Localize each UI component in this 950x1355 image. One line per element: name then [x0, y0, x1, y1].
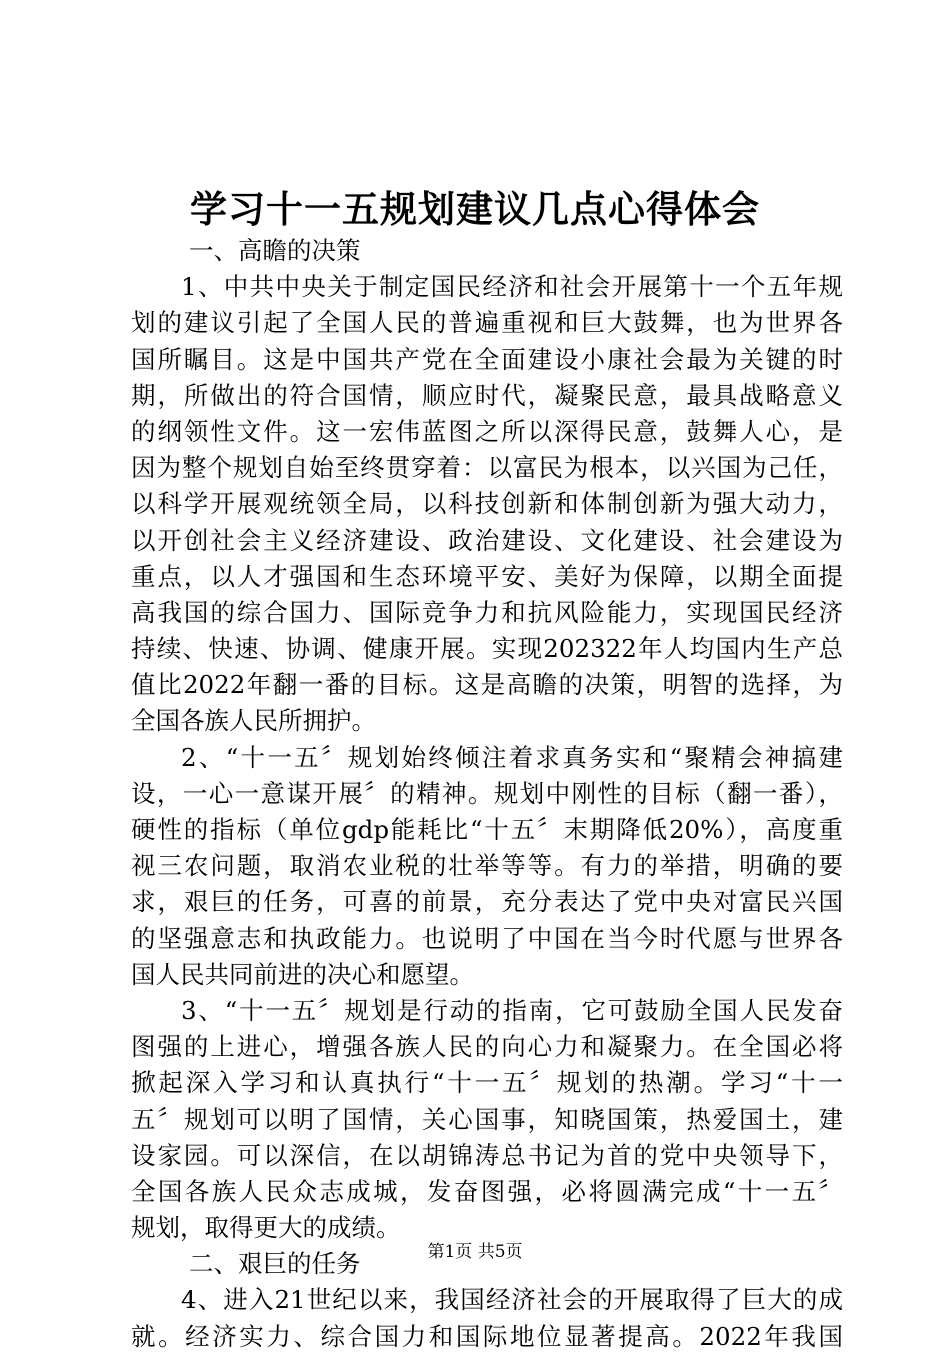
- paragraph-line: 以科学开展观统领全局，以科技创新和体制创新为强大动力，: [131, 489, 843, 519]
- paragraph-line: 设家园。可以深信，在以胡锦涛总书记为首的党中央领导下，: [131, 1140, 843, 1170]
- paragraph-line: 高我国的综合国力、国际竞争力和抗风险能力，实现国民经济: [131, 597, 843, 627]
- paragraph-line: 全国各族人民众志成城，发奋图强，必将圆满完成“十一五〞: [131, 1176, 843, 1206]
- paragraph-line: 设，一心一意谋开展〞的精神。规划中刚性的目标（翻一番），: [131, 778, 843, 808]
- section-heading: 二、艰巨的任务: [189, 1249, 361, 1279]
- paragraph-line: 以开创社会主义经济建设、政治建设、文化建设、社会建设为: [131, 525, 843, 555]
- paragraph-line: 全国各族人民所拥护。: [131, 706, 376, 736]
- paragraph-line: 持续、快速、协调、健康开展。实现202322年人均国内生产总: [131, 634, 843, 664]
- paragraph-line: 掀起深入学习和认真执行“十一五〞规划的热潮。学习“十一: [131, 1068, 843, 1098]
- paragraph-line: 规划，取得更大的成绩。: [131, 1213, 401, 1243]
- paragraph-line: 硬性的指标（单位gdp能耗比“十五〞末期降低20%），高度重: [131, 815, 843, 844]
- section-heading: 一、高瞻的决策: [189, 236, 361, 265]
- paragraph-line: 4、进入21世纪以来，我国经济社会的开展取得了巨大的成: [181, 1285, 843, 1315]
- paragraph-line: 求，艰巨的任务，可喜的前景，充分表达了党中央对富民兴国: [131, 887, 843, 917]
- paragraph-line: 的纲领性文件。这一宏伟蓝图之所以深得民意，鼓舞人心，是: [131, 416, 843, 446]
- paragraph-line: 国人民共同前进的决心和愿望。: [131, 959, 474, 989]
- document-body: [131, 233, 843, 1355]
- paragraph-line: 重点，以人才强国和生态环境平安、美好为保障，以期全面提: [131, 561, 843, 591]
- paragraph-line: 就。经济实力、综合国力和国际地位显著提高。2022年我国: [131, 1321, 843, 1351]
- paragraph-line: 3、“十一五〞规划是行动的指南，它可鼓励全国人民发奋: [181, 995, 843, 1025]
- paragraph-line: 的坚强意志和执政能力。也说明了中国在当今时代愿与世界各: [131, 923, 843, 953]
- document-title: 学习十一五规划建议几点心得体会: [190, 187, 760, 231]
- paragraph-line: 图强的上进心，增强各族人民的向心力和凝聚力。在全国必将: [131, 1032, 843, 1062]
- paragraph-line: 五〞规划可以明了国情，关心国事，知晓国策，热爱国土，建: [131, 1104, 843, 1134]
- paragraph-line: 1、中共中央关于制定国民经济和社会开展第十一个五年规: [181, 272, 843, 302]
- paragraph-line: 2、“十一五〞规划始终倾注着求真务实和“聚精会神搞建: [181, 742, 843, 772]
- paragraph-line: 视三农问题，取消农业税的壮举等等。有力的举措，明确的要: [131, 851, 843, 881]
- paragraph-line: 因为整个规划自始至终贯穿着：以富民为根本，以兴国为己任，: [131, 453, 843, 483]
- paragraph-line: 划的建议引起了全国人民的普遍重视和巨大鼓舞，也为世界各: [131, 308, 843, 338]
- paragraph-line: 国所瞩目。这是中国共产党在全面建设小康社会最为关键的时: [131, 344, 843, 374]
- paragraph-line: 期，所做出的符合国情，顺应时代，凝聚民意，最具战略意义: [131, 380, 843, 410]
- page-footer: 第1页 共5页: [427, 1242, 523, 1262]
- paragraph-line: 值比2022年翻一番的目标。这是高瞻的决策，明智的选择，为: [131, 670, 843, 700]
